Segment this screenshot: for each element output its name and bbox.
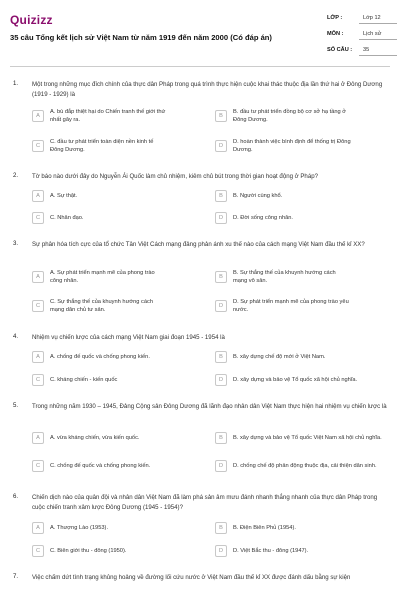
question-number: 5. bbox=[13, 402, 19, 409]
option-d[interactable] bbox=[215, 208, 351, 228]
meta-label: MÔN : bbox=[327, 31, 344, 37]
meta-value: Lịch sử bbox=[363, 31, 382, 37]
option-letter-box: B bbox=[215, 271, 227, 283]
question-number: 3. bbox=[13, 240, 19, 247]
option-letter-box: C bbox=[32, 374, 44, 386]
question-number: 1. bbox=[13, 80, 19, 87]
option-letter-box: C bbox=[32, 545, 44, 557]
option-c[interactable] bbox=[32, 296, 168, 316]
option-d[interactable] bbox=[215, 370, 383, 390]
option-b[interactable] bbox=[215, 267, 351, 287]
option-text: A. chống đế quốc và chống phong kiến. bbox=[50, 354, 150, 360]
option-letter-box: D bbox=[215, 212, 227, 224]
option-text: C. Nhân đạo. bbox=[50, 215, 84, 221]
option-letter-box: C bbox=[32, 300, 44, 312]
option-letter-box: C bbox=[32, 212, 44, 224]
option-c[interactable] bbox=[32, 208, 168, 228]
question-number: 7. bbox=[13, 573, 19, 580]
question-number: 2. bbox=[13, 172, 19, 179]
option-letter-box: B bbox=[215, 351, 227, 363]
option-letter-box: B bbox=[215, 432, 227, 444]
option-letter-box: B bbox=[215, 110, 227, 122]
option-letter-box: A bbox=[32, 271, 44, 283]
header-divider bbox=[10, 66, 390, 67]
option-b[interactable] bbox=[215, 428, 383, 448]
document-title: 35 câu Tổng kết lịch sử Việt Nam từ năm 1919 đến năm 2000 (Có đáp án) bbox=[10, 33, 272, 42]
option-a[interactable] bbox=[32, 518, 168, 538]
option-text: A. Thượng Lào (1953). bbox=[50, 525, 109, 531]
question-number: 6. bbox=[13, 493, 19, 500]
option-text: A. Sự thật. bbox=[50, 193, 78, 199]
option-c[interactable] bbox=[32, 370, 168, 390]
meta-underline bbox=[359, 23, 397, 24]
meta-label: LỚP : bbox=[327, 15, 343, 21]
meta-value: 35 bbox=[363, 47, 370, 53]
option-c[interactable] bbox=[32, 456, 168, 476]
option-text: A. vừa kháng chiến, vừa kiến quốc. bbox=[50, 435, 140, 441]
option-b[interactable] bbox=[215, 347, 351, 367]
question-number: 4. bbox=[13, 333, 19, 340]
option-d[interactable] bbox=[215, 296, 351, 316]
option-text: D. xây dựng và bảo vệ Tổ quốc xã hội chủ nghĩa. bbox=[233, 377, 358, 383]
option-c[interactable] bbox=[32, 541, 168, 561]
option-text: C. chống đế quốc và chống phong kiến. bbox=[50, 463, 151, 469]
option-letter-box: B bbox=[215, 190, 227, 202]
option-d[interactable] bbox=[215, 136, 351, 156]
option-text: D. hoàn thành việc bình định để thống trị Đông Dương. bbox=[233, 139, 351, 153]
option-text: B. xây dựng và bảo vệ Tổ quốc Việt Nam xã hội chủ nghĩa. bbox=[233, 435, 382, 441]
option-letter-box: D bbox=[215, 140, 227, 152]
meta-value: Lớp 12 bbox=[363, 15, 381, 21]
option-text: A. Sự phát triển mạnh mẽ của phong trào công nhân. bbox=[50, 270, 155, 284]
question-text: Việc chấm dứt tình trạng khủng hoảng về đường lối cứu nước ở Việt Nam đầu thế kỉ XX được đánh dấu bằng sự kiện bbox=[32, 574, 351, 581]
option-letter-box: A bbox=[32, 351, 44, 363]
option-letter-box: B bbox=[215, 522, 227, 534]
option-letter-box: A bbox=[32, 110, 44, 122]
document-header bbox=[0, 0, 400, 66]
meta-underline bbox=[359, 55, 397, 56]
option-letter-box: A bbox=[32, 432, 44, 444]
option-text: C. Sự thắng thế của khuynh hướng cách mạng dân chủ tư sản. bbox=[50, 299, 154, 313]
option-text: B. Sự thắng thế của khuynh hướng cách mạng vô sản. bbox=[233, 270, 336, 284]
option-b[interactable] bbox=[215, 186, 351, 206]
option-a[interactable] bbox=[32, 186, 168, 206]
meta-underline bbox=[359, 39, 397, 40]
quizizz-logo: Quizizz bbox=[10, 13, 53, 27]
question-text: Tờ báo nào dưới đây do Nguyễn Ái Quốc làm chủ nhiệm, kiêm chủ bút trong thời gian hoạt động ở Pháp? bbox=[32, 173, 318, 180]
option-text: B. Điện Biên Phủ (1954). bbox=[233, 525, 296, 531]
option-letter-box: D bbox=[215, 460, 227, 472]
option-letter-box: D bbox=[215, 545, 227, 557]
option-text: D. Việt Bắc thu - đông (1947). bbox=[233, 548, 309, 554]
question-text: Một trong những mục đích chính của thực dân Pháp trong quá trình thực hiện cuộc khai thác thuộc địa lần thứ hai ở Đông Dương (1919 - 1929) là bbox=[32, 81, 383, 98]
question-text: Sự phân hóa tích cực của tổ chức Tân Việt Cách mạng đảng phản ánh xu thế nào của cách mạng Việt Nam đầu thế kỉ XX? bbox=[32, 241, 365, 248]
option-text: B. xây dựng chế độ mới ở Việt Nam. bbox=[233, 354, 326, 360]
option-text: D. Đời sống công nhân. bbox=[233, 215, 294, 221]
option-text: C. Biên giới thu - đông (1950). bbox=[50, 548, 127, 554]
question-text: Chiến dịch nào của quân đội và nhân dân Việt Nam đã làm phá sản âm mưu đánh nhanh thắng nhanh của thực dân Pháp trong cuộc chiến tranh xâm lược Đông Dương (1945 - 1954)? bbox=[32, 494, 378, 511]
option-letter-box: C bbox=[32, 140, 44, 152]
question-text: Trong những năm 1930 – 1945, Đảng Cộng sản Đông Dương đã lãnh đạo nhân dân Việt Nam thực hiện hai nhiệm vụ chiến lược là bbox=[32, 403, 387, 410]
option-b[interactable] bbox=[215, 106, 351, 126]
option-a[interactable] bbox=[32, 106, 168, 126]
option-a[interactable] bbox=[32, 267, 168, 287]
option-text: C. đầu tư phát triển toàn diện nền kinh tế Đông Dương. bbox=[50, 139, 154, 153]
option-text: B. đầu tư phát triển đồng bộ cơ sở hạ tầng ở Đông Dương. bbox=[233, 109, 347, 123]
option-letter-box: A bbox=[32, 522, 44, 534]
option-b[interactable] bbox=[215, 518, 351, 538]
option-letter-box: D bbox=[215, 300, 227, 312]
option-text: D. chống chế độ phản động thuộc địa, cải thiện dân sinh. bbox=[233, 463, 377, 469]
option-d[interactable] bbox=[215, 456, 383, 476]
option-letter-box: A bbox=[32, 190, 44, 202]
option-c[interactable] bbox=[32, 136, 168, 156]
option-text: C. kháng chiến - kiến quốc bbox=[50, 377, 118, 383]
option-text: A. bù đắp thiệt hại do Chiến tranh thế giới thứ nhất gây ra. bbox=[50, 109, 166, 123]
option-a[interactable] bbox=[32, 428, 168, 448]
option-letter-box: C bbox=[32, 460, 44, 472]
option-a[interactable] bbox=[32, 347, 168, 367]
option-text: D. Sự phát triển mạnh mẽ của phong trào yêu nước. bbox=[233, 299, 349, 313]
meta-label: SỐ CÂU : bbox=[327, 47, 353, 53]
option-letter-box: D bbox=[215, 374, 227, 386]
option-d[interactable] bbox=[215, 541, 351, 561]
option-text: B. Người cùng khổ. bbox=[233, 193, 283, 199]
question-text: Nhiệm vụ chiến lược của cách mạng Việt Nam giai đoạn 1945 - 1954 là bbox=[32, 334, 225, 341]
